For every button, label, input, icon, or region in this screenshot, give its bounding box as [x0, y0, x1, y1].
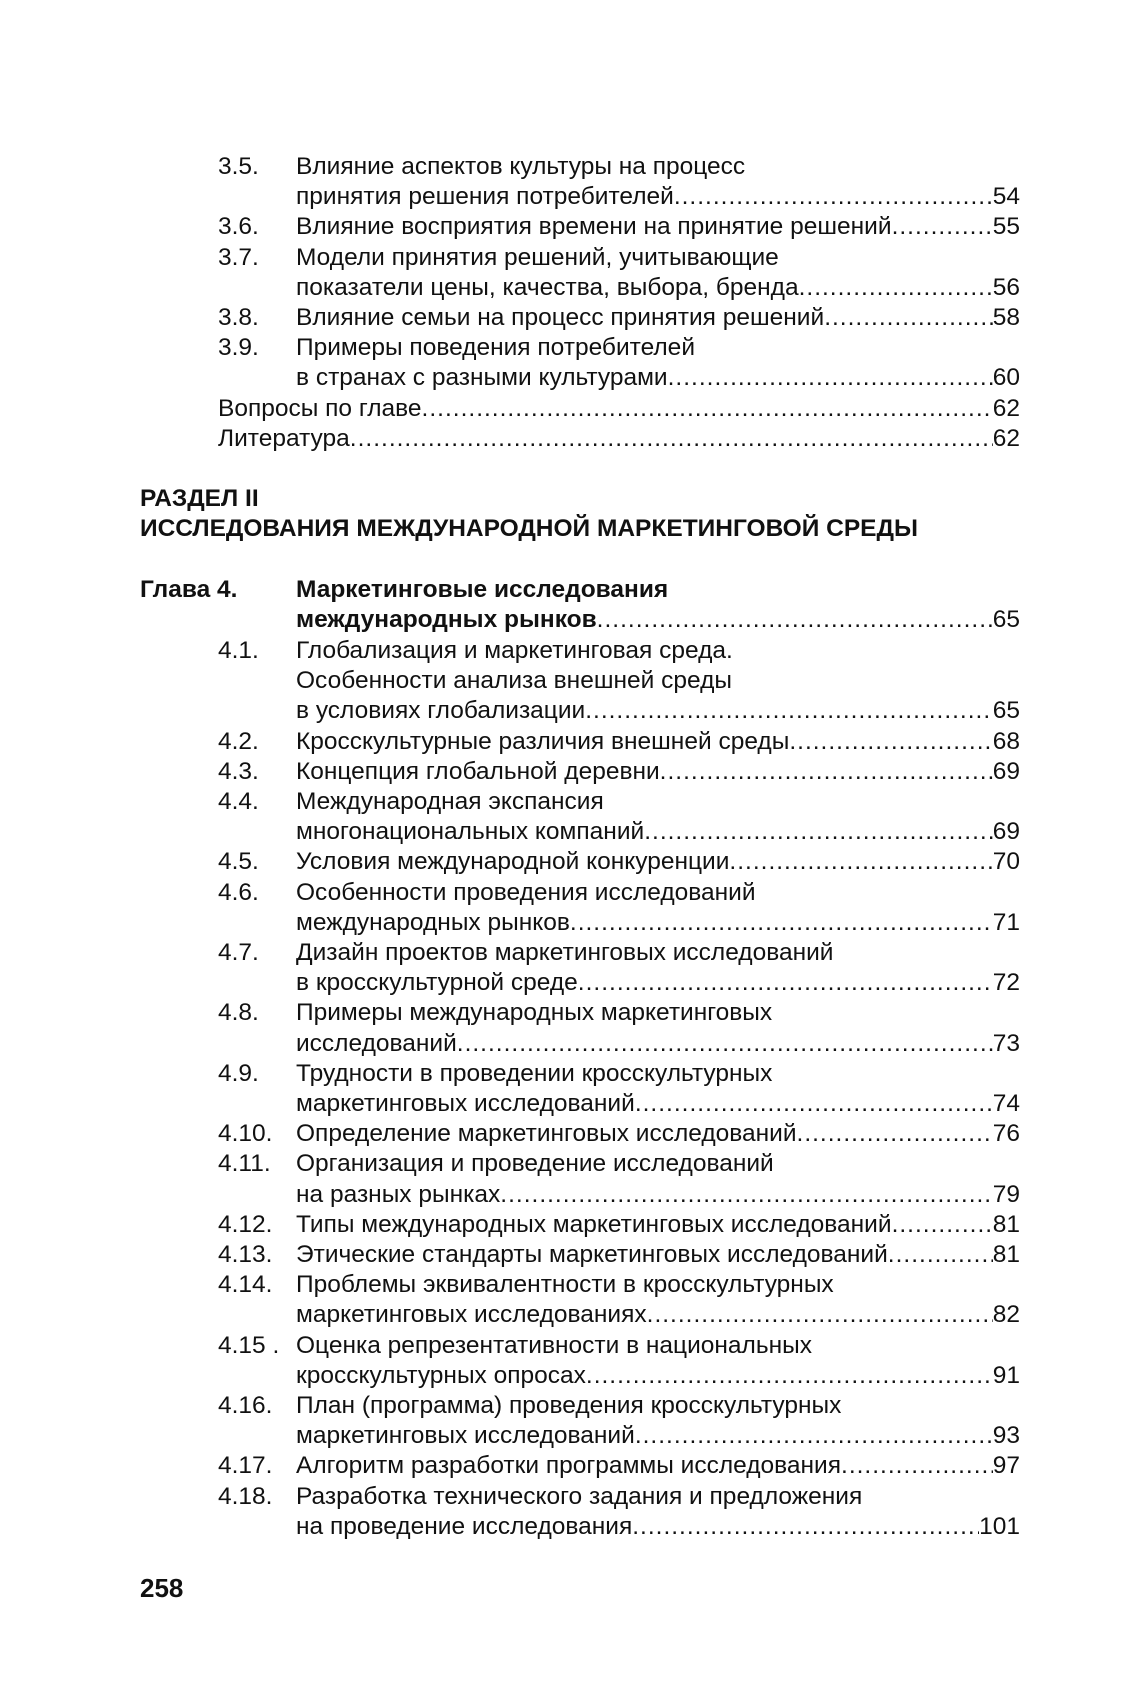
toc-entry-last-line — [296, 908, 1020, 938]
toc-entry-last-line — [296, 1361, 1020, 1391]
toc-entry-last-line — [296, 1089, 1020, 1119]
toc-entry-label: в условиях глобализации — [296, 697, 586, 725]
toc-entry-title-line: Организация и проведение исследований — [296, 1150, 774, 1178]
toc-entry-number: 4.15 . — [218, 1331, 280, 1359]
toc-entry-last-line — [296, 273, 1020, 303]
toc-entry-last-line — [296, 1240, 1020, 1270]
toc-entry-last-line — [296, 1180, 1020, 1210]
chapter-number: Глава 4. — [140, 576, 238, 603]
toc-entry-number: 4.8. — [218, 999, 259, 1027]
toc-entry-number: 3.8. — [218, 304, 259, 331]
toc-leader-dots — [597, 605, 993, 635]
toc-entry-label: многонациональных компаний — [296, 818, 645, 846]
chapter-title-line2: международных рынков — [296, 606, 597, 633]
section-heading-line1: РАЗДЕЛ II — [140, 485, 259, 512]
toc-leader-dots — [729, 847, 992, 877]
toc-entry-title-line: Примеры поведения потребителей — [296, 334, 695, 362]
toc-page-number: 54 — [992, 183, 1020, 211]
toc-page-number: 62 — [992, 395, 1020, 422]
toc-entry-label: Этические стандарты маркетинговых исследований — [296, 1241, 888, 1268]
toc-leader-dots — [841, 1451, 993, 1481]
toc-questions-entry — [218, 394, 1020, 424]
toc-entry-number: 4.16. — [218, 1392, 273, 1419]
toc-page-number: 60 — [992, 364, 1020, 392]
toc-entry-title-line: Оценка репрезентативности в национальных — [296, 1331, 813, 1359]
toc-entry-number: 4.1. — [218, 637, 259, 664]
toc-entry-label: на проведение исследования — [296, 1512, 633, 1540]
toc-entry-number: 4.4. — [218, 788, 259, 815]
toc-page-number: 62 — [992, 425, 1020, 452]
toc-entry-number: 4.6. — [218, 878, 259, 906]
chapter-title-line1: Маркетинговые исследования — [296, 576, 669, 603]
toc-entry-last-line — [296, 1451, 1020, 1481]
toc-leader-dots — [350, 424, 993, 454]
toc-leader-dots — [635, 1421, 993, 1451]
toc-page-number: 101 — [979, 1512, 1020, 1540]
toc-entry-title-line: Модели принятия решений, учитывающие — [296, 243, 779, 271]
toc-entry-last-line — [296, 1512, 1020, 1542]
toc-entry-last-line — [296, 727, 1020, 757]
toc-entry-label: показатели цены, качества, выбора, бренда — [296, 273, 799, 301]
toc-page-number: 74 — [992, 1090, 1020, 1117]
toc-leader-dots — [660, 757, 993, 787]
toc-entry-label: маркетинговых исследований — [296, 1422, 635, 1450]
toc-page-number: 91 — [992, 1361, 1020, 1389]
toc-entry-last-line — [296, 1210, 1020, 1240]
toc-leader-dots — [578, 968, 993, 998]
toc-entry-number: 4.7. — [218, 939, 259, 966]
toc-entry-number: 4.3. — [218, 757, 259, 785]
toc-leader-dots — [799, 273, 993, 303]
toc-entry-label: Условия международной конкуренции — [296, 848, 730, 876]
toc-page-number: 76 — [992, 1120, 1020, 1148]
toc-page-number: 93 — [992, 1422, 1020, 1450]
toc-entry-number: 3.9. — [218, 334, 259, 362]
toc-entry-label: Кросскультурные различия внешней среды — [296, 727, 790, 755]
toc-leader-dots — [644, 817, 993, 847]
toc-leader-dots — [586, 1361, 993, 1391]
toc-entry-number: 4.2. — [218, 727, 259, 755]
toc-leader-dots — [500, 1180, 992, 1210]
toc-page-number: 81 — [992, 1241, 1020, 1268]
toc-entry-last-line — [296, 696, 1020, 726]
toc-entry-label: Алгоритм разработки программы исследования — [296, 1452, 842, 1480]
toc-page-number: 73 — [992, 1029, 1020, 1057]
toc-entry-label: исследований — [296, 1029, 457, 1057]
toc-page-number: 79 — [992, 1180, 1020, 1208]
page-number: 258 — [140, 1573, 184, 1603]
toc-leader-dots — [789, 727, 992, 757]
toc-literature-entry — [218, 424, 1020, 454]
toc-page-number: 55 — [992, 213, 1020, 241]
toc-leader-dots — [888, 1240, 993, 1270]
toc-leader-dots — [668, 363, 993, 393]
toc-page-number: 56 — [992, 273, 1020, 301]
toc-entry-label: кросскультурных опросах — [296, 1361, 586, 1389]
toc-page-number: 81 — [992, 1210, 1020, 1238]
toc-entry-title-line: Проблемы эквивалентности в кросскультурных — [296, 1271, 834, 1299]
toc-entry-last-line — [296, 968, 1020, 998]
toc-entry-number: 3.6. — [218, 213, 259, 241]
toc-entry-last-line — [296, 817, 1020, 847]
toc-entry-label: Типы международных маркетинговых исследований — [296, 1210, 892, 1238]
toc-entry-number: 4.14. — [218, 1271, 273, 1299]
toc-page-number: 97 — [992, 1452, 1020, 1480]
toc-entry-title-line: Дизайн проектов маркетинговых исследований — [296, 939, 834, 966]
toc-entry-last-line — [296, 303, 1020, 333]
toc-leader-dots — [674, 182, 993, 212]
toc-entry-label: Определение маркетинговых исследований — [296, 1120, 797, 1148]
toc-leader-dots — [585, 696, 993, 726]
toc-entry-number: 3.5. — [218, 153, 259, 180]
toc-entry-number: 4.17. — [218, 1452, 273, 1480]
toc-entry-label: Вопросы по главе — [218, 395, 422, 422]
toc-entry-number: 4.9. — [218, 1059, 259, 1087]
toc-entry-label: маркетинговых исследований — [296, 1090, 635, 1117]
toc-entry-label: Литература — [218, 425, 350, 452]
toc-leader-dots — [824, 303, 993, 333]
toc-entry-last-line — [296, 1119, 1020, 1149]
toc-leader-dots — [892, 1210, 993, 1240]
toc-entry-number: 3.7. — [218, 243, 259, 271]
toc-entry-label: Влияние восприятия времени на принятие решений — [296, 213, 892, 241]
toc-entry-label: Концепция глобальной деревни — [296, 757, 660, 785]
chapter-title-entry — [296, 605, 1020, 635]
toc-entry-label: на разных рынках — [296, 1180, 501, 1208]
toc-page-number: 70 — [992, 848, 1020, 876]
toc-page-number: 58 — [992, 304, 1020, 331]
toc-entry-number: 4.11. — [218, 1150, 271, 1178]
toc-leader-dots — [797, 1119, 993, 1149]
toc-page-number: 68 — [992, 727, 1020, 755]
toc-entry-last-line — [296, 1300, 1020, 1330]
toc-entry-last-line — [296, 182, 1020, 212]
toc-entry-number: 4.18. — [218, 1482, 273, 1510]
toc-entry-number: 4.13. — [218, 1241, 273, 1268]
toc-entry-number: 4.5. — [218, 848, 259, 876]
toc-entry-last-line — [296, 1421, 1020, 1451]
toc-entry-label: принятия решения потребителей — [296, 183, 674, 211]
toc-entry-label: международных рынков — [296, 908, 570, 936]
toc-leader-dots — [457, 1029, 993, 1059]
toc-entry-title-line: Трудности в проведении кросскультурных — [296, 1059, 773, 1087]
toc-page-number: 82 — [992, 1301, 1020, 1329]
toc-entry-last-line — [296, 363, 1020, 393]
toc-page-number: 65 — [992, 697, 1020, 725]
toc-entry-title-line: Глобализация и маркетинговая среда. — [296, 637, 733, 664]
toc-entry-title-line: Особенности проведения исследований — [296, 878, 756, 906]
toc-entry-label: маркетинговых исследованиях — [296, 1301, 647, 1329]
toc-entry-label: Влияние семьи на процесс принятия решений — [296, 304, 825, 331]
toc-entry-last-line — [296, 212, 1020, 242]
toc-page-number: 71 — [992, 908, 1020, 936]
toc-entry-title-line: Особенности анализа внешней среды — [296, 667, 733, 695]
toc-entry-title-line: Международная экспансия — [296, 788, 604, 815]
toc-entry-label: в странах с разными культурами — [296, 364, 668, 392]
toc-leader-dots — [422, 394, 993, 424]
toc-leader-dots — [570, 908, 993, 938]
toc-entry-title-line: Влияние аспектов культуры на процесс — [296, 153, 746, 180]
toc-entry-number: 4.10. — [218, 1120, 273, 1148]
toc-page-number: 65 — [992, 606, 1020, 633]
toc-page-number: 72 — [992, 969, 1020, 997]
section-heading-line2: ИССЛЕДОВАНИЯ МЕЖДУНАРОДНОЙ МАРКЕТИНГОВОЙ СРЕДЫ — [140, 515, 918, 542]
toc-leader-dots — [632, 1512, 979, 1542]
toc-entry-number: 4.12. — [218, 1210, 273, 1238]
toc-page-number: 69 — [992, 757, 1020, 785]
toc-leader-dots — [647, 1300, 993, 1330]
toc-entry-last-line — [296, 847, 1020, 877]
toc-entry-last-line — [296, 1029, 1020, 1059]
toc-leader-dots — [892, 212, 993, 242]
toc-page-number: 69 — [992, 818, 1020, 846]
toc-leader-dots — [635, 1089, 993, 1119]
toc-entry-title-line: Разработка технического задания и предложения — [296, 1482, 863, 1510]
toc-entry-title-line: Примеры международных маркетинговых — [296, 999, 773, 1027]
toc-entry-title-line: План (программа) проведения кросскультурных — [296, 1392, 842, 1419]
toc-entry-label: в кросскультурной среде — [296, 969, 578, 997]
toc-entry-last-line — [296, 757, 1020, 787]
